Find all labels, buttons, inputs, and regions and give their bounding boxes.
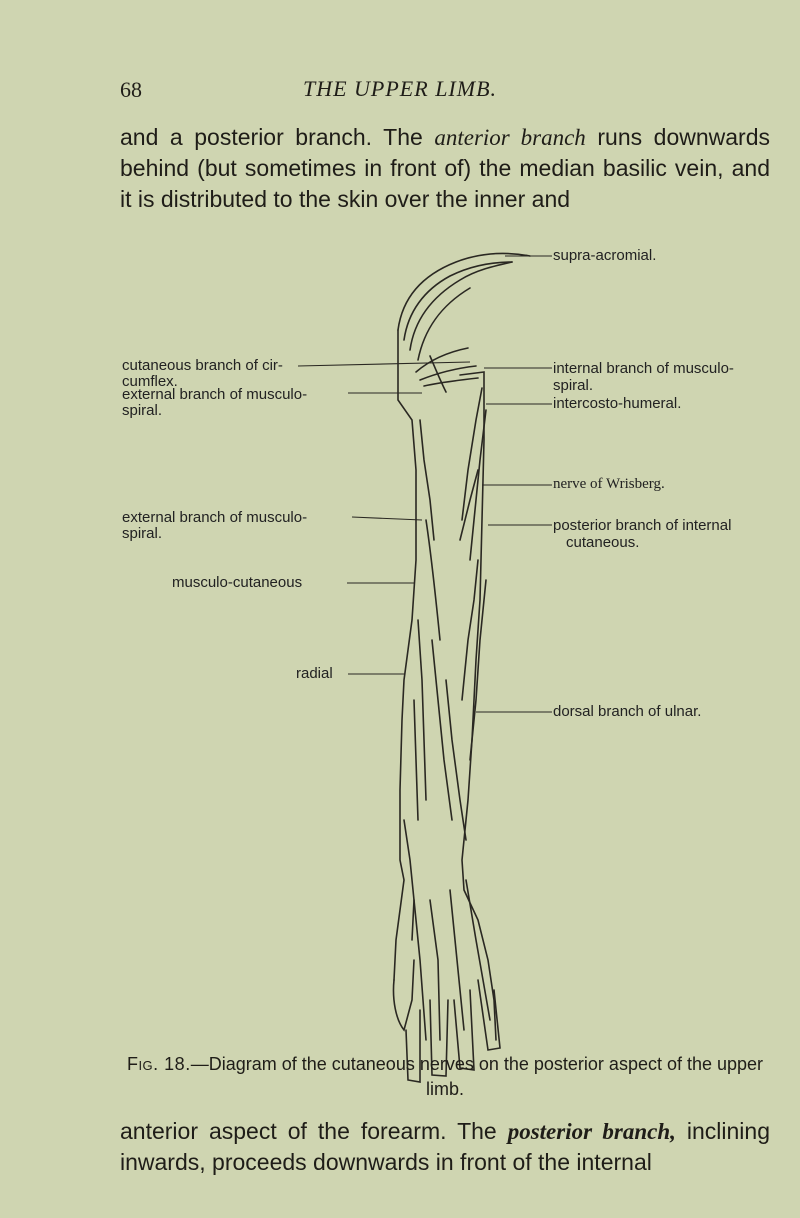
inner-nerve-1 xyxy=(462,388,482,520)
label-ext-musculo-2b: spiral. xyxy=(122,525,163,542)
caption-text: —Diagram of the cutaneous nerves on the posterior aspect of the upper limb. xyxy=(190,1054,764,1099)
label-nerve-wrisberg: nerve of Wrisberg. xyxy=(553,476,665,492)
circumflex-fan-3 xyxy=(424,378,478,386)
shoulder-inner xyxy=(404,262,512,340)
para-top-text-2: runs downwards behind (but sometimes in front of) the median basilic vein, and it is distributed to the skin over the inner and xyxy=(120,124,770,212)
forearm-nerve-4 xyxy=(446,680,466,840)
para-bottom-italic: posterior branch, xyxy=(507,1119,676,1144)
label-ext-musculo-1b: spiral. xyxy=(122,402,163,419)
para-top-italic: anterior branch xyxy=(434,125,586,150)
label-musculo-cutaneous: musculo-cutaneous xyxy=(172,574,303,591)
label-circumflex-2: cumflex. xyxy=(122,373,178,390)
label-dorsal-ulnar: dorsal branch of ulnar. xyxy=(553,703,702,720)
forearm-nerve-3 xyxy=(414,700,418,820)
label-posterior-internal-b: cutaneous. xyxy=(566,534,640,551)
circumflex-fan-4 xyxy=(430,356,446,392)
page-number: 68 xyxy=(120,77,142,102)
circumflex-fan-2 xyxy=(420,366,476,380)
forearm-nerve-1 xyxy=(418,620,426,800)
figure-caption xyxy=(120,1052,770,1102)
para-bottom-text-2: inclining inwards, proceeds downwards in front of the internal xyxy=(120,1118,770,1175)
label-posterior-internal-a: posterior branch of internal xyxy=(553,517,732,534)
label-ext-musculo-2a: external branch of musculo- xyxy=(122,509,308,526)
para-bottom-text-1: anterior aspect of the forearm. The xyxy=(120,1118,508,1144)
label-intercosto-humeral: intercosto-humeral. xyxy=(553,395,682,412)
paragraph-bottom xyxy=(120,1116,770,1178)
para-top-text-1: and a posterior branch. The xyxy=(120,124,435,150)
hand-outline-thumb xyxy=(393,960,414,1030)
label-supra-acromial: supra-acromial. xyxy=(553,247,657,264)
label-radial: radial xyxy=(296,665,333,682)
label-circumflex-1: cutaneous branch of cir- xyxy=(122,357,283,374)
hand-nerve-2 xyxy=(430,900,440,1040)
label-ext-musculo-1a: external branch of musculo- xyxy=(122,386,308,403)
forearm-nerve-2 xyxy=(432,640,452,820)
label-internal-musculo-a: internal branch of musculo- xyxy=(553,360,734,377)
leader-ext-musculo-2 xyxy=(352,517,422,520)
leader-circumflex xyxy=(298,362,470,366)
label-internal-musculo-b: spiral. xyxy=(553,377,594,394)
running-title: THE UPPER LIMB. xyxy=(302,76,498,101)
hand-nerve-3 xyxy=(450,890,464,1030)
hand-nerve-4 xyxy=(466,880,490,1020)
radial-nerve xyxy=(404,820,414,940)
figure-number: Fig. 18. xyxy=(126,1054,191,1074)
